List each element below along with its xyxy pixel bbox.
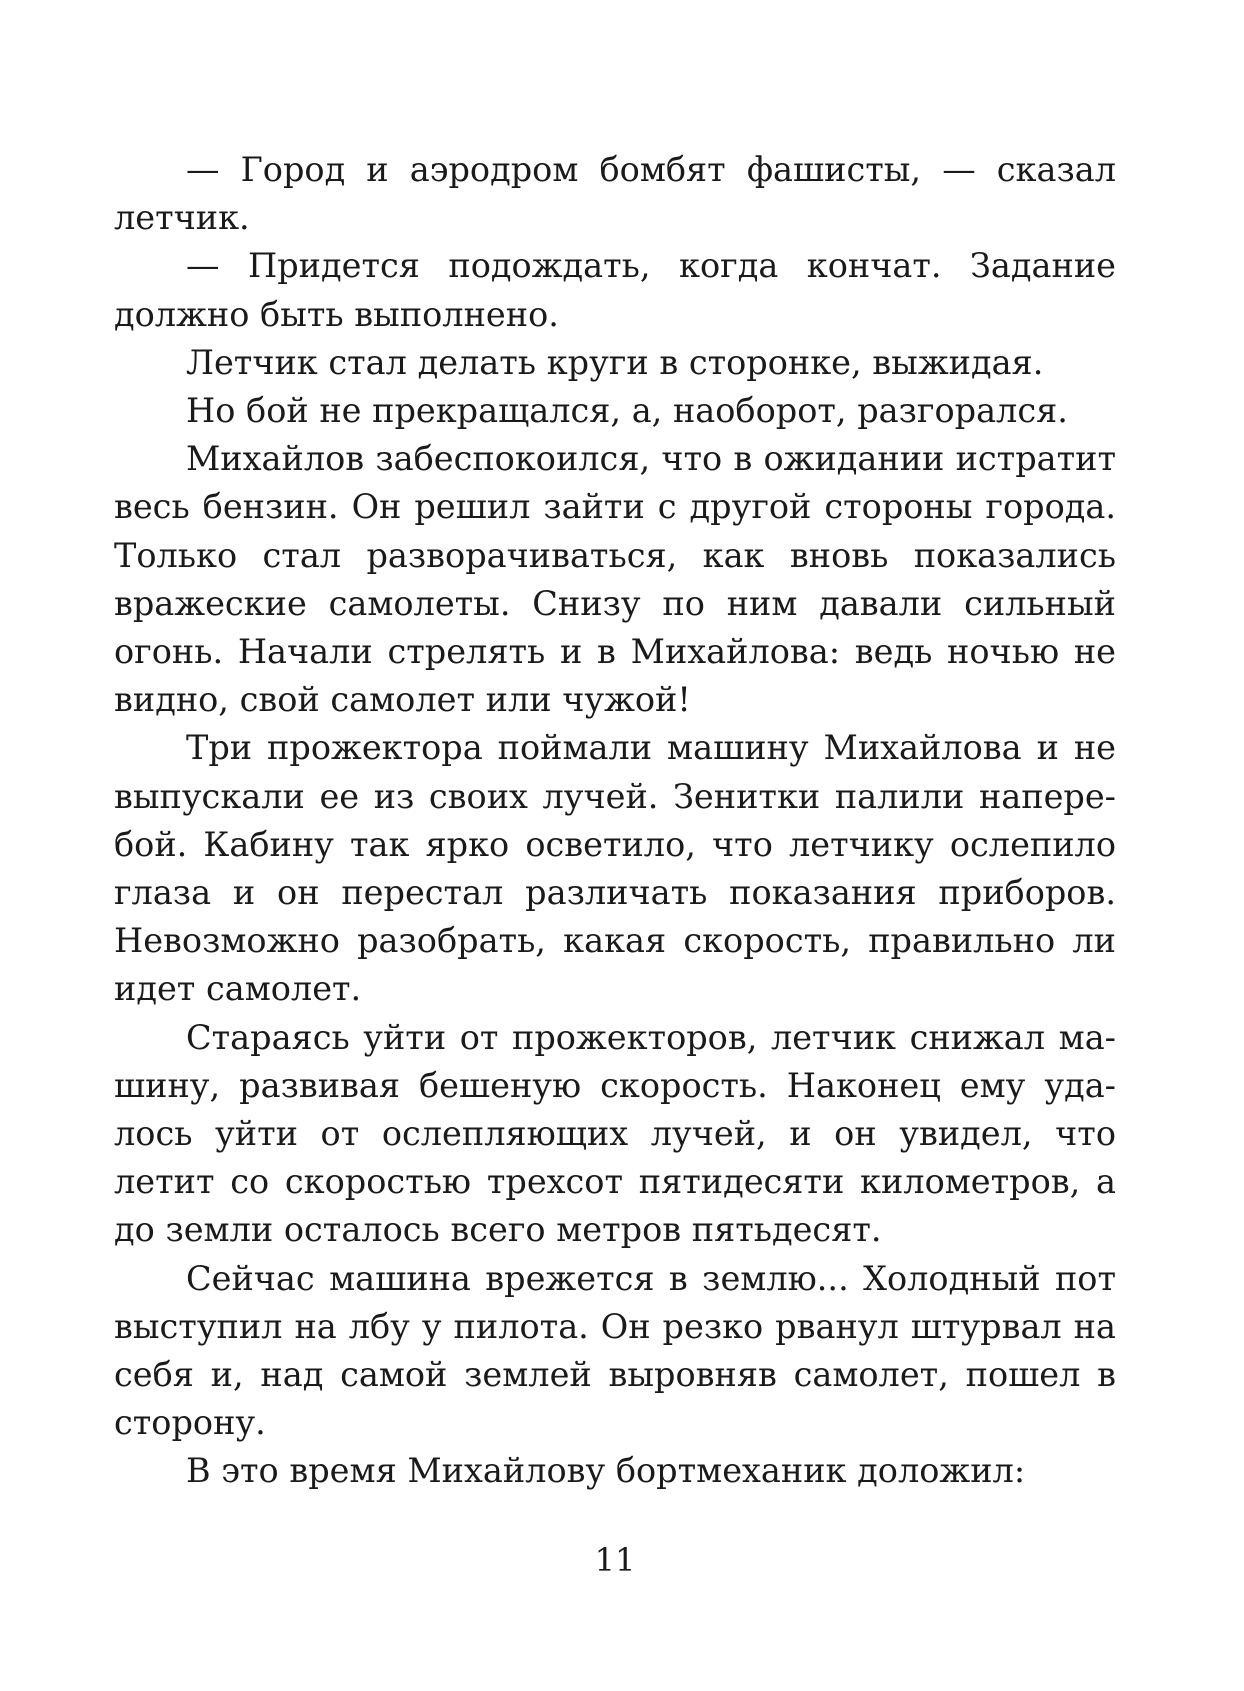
paragraph: — Город и аэродром бомбят фашисты, — сказал летчик. — [114, 150, 1116, 238]
paragraph: Стараясь уйти от прожекторов, летчик снижал машину, развивая бешеную скорость. Наконец ему удалось уйти от ослепляющих лучей, и он увидел, что летит со скоростью трехсот пятидесяти километров, а до земли осталось всего метров пятьдесят. — [114, 1017, 1116, 1250]
paragraph: Летчик стал делать круги в сторонке, выжидая. — [186, 342, 1044, 382]
page-number: 11 — [594, 1541, 636, 1579]
body-text — [114, 146, 1116, 1496]
paragraph: Сейчас машина врежется в землю... Холодный пот выступил на лбу у пилота. Он резко рванул штурвал на себя и, над самой землей выровняв самолет, пошел в сторону. — [114, 1258, 1116, 1443]
paragraph: — Придется подождать, когда кончат. Задание должно быть выполнено. — [114, 246, 1116, 334]
paragraph: В это время Михайлову бортмеханик доложил: — [186, 1451, 1026, 1491]
book-page — [114, 0, 1116, 1691]
paragraph: Но бой не прекращался, а, наоборот, разгорался. — [186, 391, 1068, 431]
paragraph: Михайлов забеспокоился, что в ожидании истратит весь бензин. Он решил зайти с другой стороны города. Только стал разворачиваться, как вновь показались вражеские самолеты. Снизу по ним давали сильный огонь. Начали стрелять и в Михайлова: ведь ночью не видно, свой самолет или чужой! — [114, 439, 1116, 720]
paragraph: Три прожектора поймали машину Михайлова и не выпускали ее из своих лучей. Зенитки палили наперебой. Кабину так ярко осветило, что летчику ослепило глаза и он перестал различать показания приборов. Невозможно разобрать, какая скорость, правильно ли идет самолет. — [114, 728, 1116, 1009]
